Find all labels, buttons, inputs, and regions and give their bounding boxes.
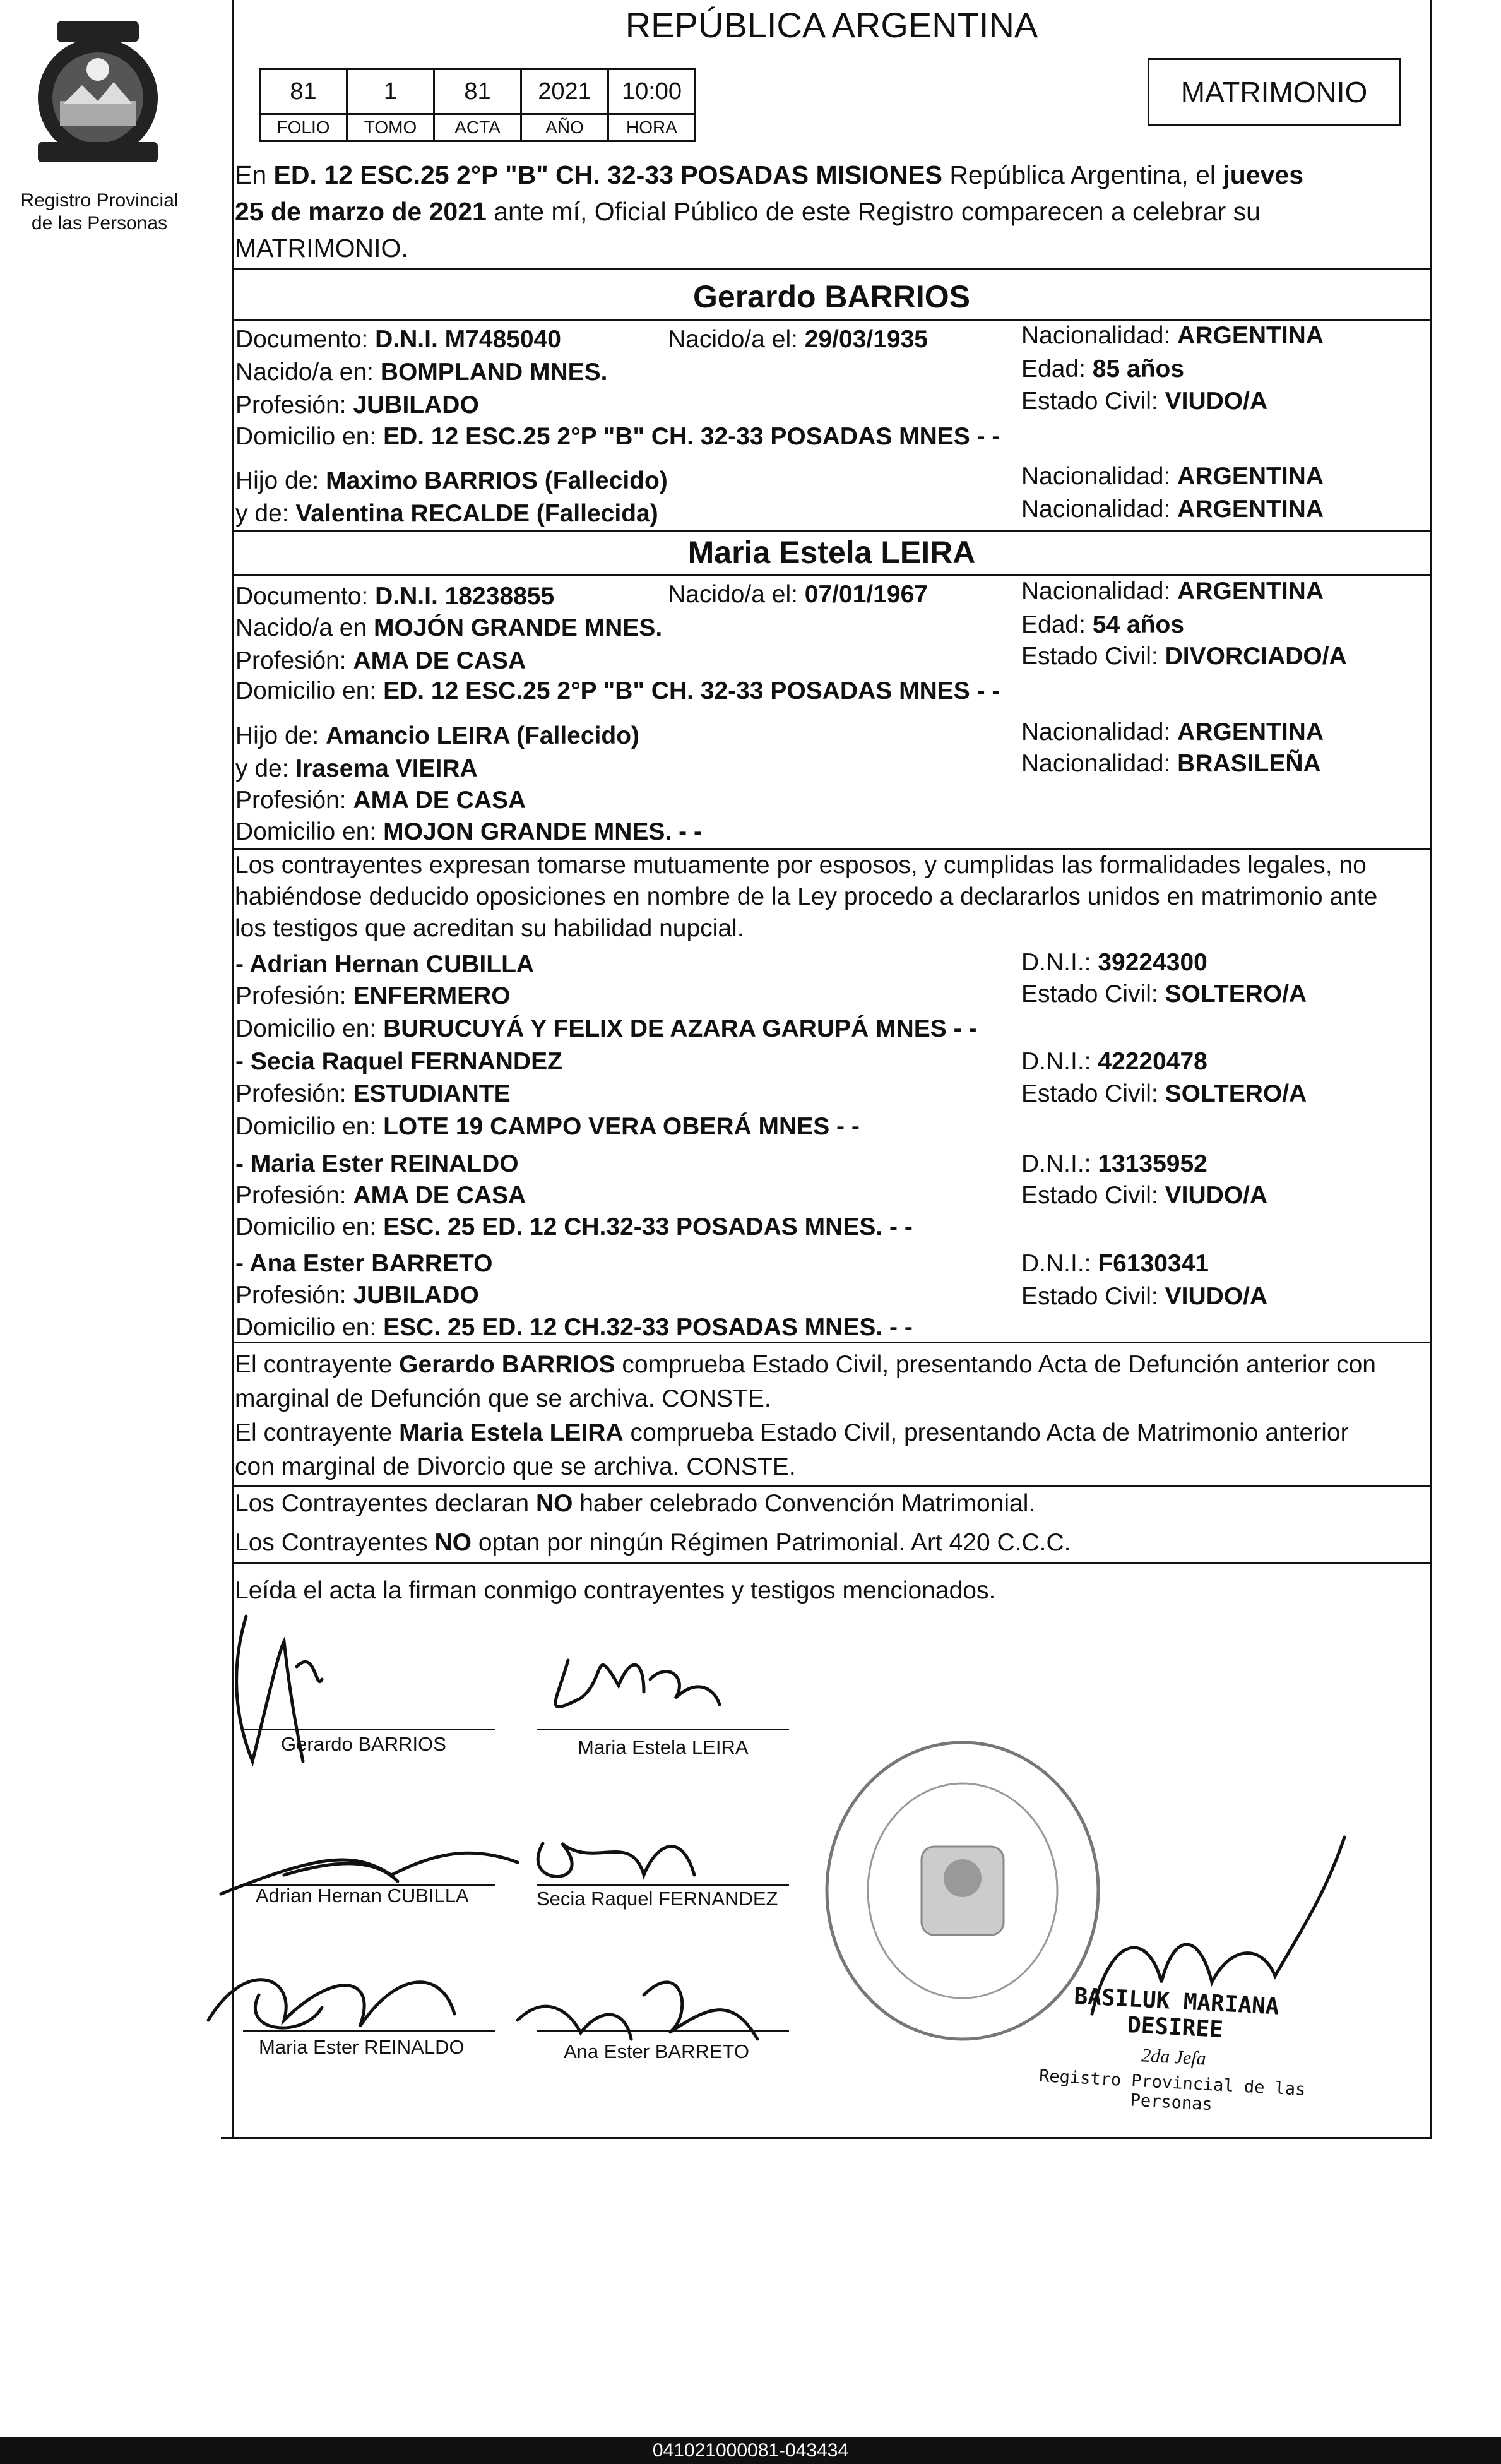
groom-birthdate	[668, 327, 928, 352]
bride-profession	[235, 648, 526, 673]
acta-value: 81	[434, 69, 521, 114]
value: MOJON GRANDE MNES. - -	[383, 818, 702, 845]
witness-3-name: - Maria Ester REINALDO	[235, 1150, 519, 1177]
label: Nacionalidad:	[1021, 750, 1178, 777]
label: Domicilio en:	[235, 423, 384, 450]
witness-4-profession	[235, 1283, 479, 1307]
doc-type-box: MATRIMONIO	[1148, 58, 1401, 126]
witness-1-civil	[1021, 982, 1307, 1006]
footer-code-bar: 041021000081-043434	[0, 2437, 1501, 2464]
value: ARGENTINA	[1177, 322, 1324, 349]
groom-profession	[235, 393, 479, 417]
label: Profesión:	[235, 647, 353, 674]
label: Estado Civil:	[1021, 1182, 1165, 1209]
value: 54 años	[1092, 611, 1185, 638]
official-org: Registro Provincial de las Personas	[1038, 2066, 1307, 2115]
tomo-label: TOMO	[347, 114, 434, 141]
frame-right-border	[1430, 0, 1432, 2137]
value: VIUDO/A	[1165, 1283, 1268, 1310]
bride-birthplace	[235, 616, 662, 640]
signature-label-witness-1: Adrian Hernan CUBILLA	[256, 1884, 469, 1907]
label: Domicilio en:	[235, 677, 384, 705]
label: D.N.I.:	[1021, 1048, 1098, 1075]
official-stamp	[1023, 1981, 1326, 2120]
logo-caption-line1: Registro Provincial	[20, 190, 179, 211]
note-text: haber celebrado Convención Matrimonial.	[573, 1490, 1036, 1517]
value: ESTUDIANTE	[353, 1080, 511, 1107]
bride-name-heading: Maria Estela LEIRA	[687, 535, 976, 570]
groom-mother	[235, 501, 658, 526]
province-logo	[25, 16, 170, 174]
value: LOTE 19 CAMPO VERA OBERÁ MNES - -	[383, 1113, 860, 1140]
value: 07/01/1967	[804, 581, 928, 608]
note-text: con marginal de Divorcio que se archiva. CONSTE.	[235, 1453, 796, 1480]
regime-note	[235, 1530, 1071, 1555]
value: JUBILADO	[353, 1282, 479, 1309]
value: Irasema VIEIRA	[295, 755, 478, 782]
value: BURUCUYÁ Y FELIX DE AZARA GARUPÁ MNES - -	[383, 1015, 977, 1042]
declaration-line: habiéndose deducido oposiciones en nombre de la Ley procedo a declararlos unidos en matrimonio ante	[235, 883, 1378, 910]
bride-mother-domicile	[235, 819, 702, 844]
groom-document	[235, 327, 561, 352]
witness-4-domicile	[235, 1315, 913, 1340]
label: Estado Civil:	[1021, 643, 1165, 670]
signature-line	[537, 1729, 789, 1730]
groom-name-heading: Gerardo BARRIOS	[693, 279, 970, 314]
label: D.N.I.:	[1021, 949, 1098, 976]
label: Nacido/a en	[235, 614, 374, 641]
label: Profesión:	[235, 1182, 353, 1209]
closing-statement: Leída el acta la firman conmigo contrayentes y testigos mencionados.	[235, 1577, 996, 1604]
divider	[234, 574, 1430, 576]
label: Estado Civil:	[1021, 980, 1165, 1008]
witness-1-dni	[1021, 950, 1207, 975]
label: Domicilio en:	[235, 1213, 384, 1241]
witness-4-name: - Ana Ester BARRETO	[235, 1250, 493, 1277]
witness-3-civil	[1021, 1183, 1267, 1208]
value: AMA DE CASA	[353, 647, 526, 674]
value: DIVORCIADO/A	[1165, 643, 1347, 670]
groom-civil-status	[1021, 389, 1267, 414]
value: ENFERMERO	[353, 982, 511, 1009]
label: Hijo de:	[235, 722, 326, 749]
logo-caption-line2: de las Personas	[31, 213, 168, 234]
value: ARGENTINA	[1177, 718, 1324, 746]
label: Profesión:	[235, 982, 353, 1009]
value: VIUDO/A	[1165, 1182, 1268, 1209]
declaration-line: los testigos que acreditan su habilidad nupcial.	[235, 915, 744, 942]
anio-label: AÑO	[521, 114, 608, 141]
divider	[234, 1562, 1430, 1564]
value: D.N.I. M7485040	[375, 326, 561, 353]
label: Domicilio en:	[235, 818, 384, 845]
note-text: El contrayente	[235, 1351, 400, 1378]
note-text: optan por ningún Régimen Patrimonial. Art 420 C.C.C.	[472, 1529, 1071, 1556]
label: Nacionalidad:	[1021, 718, 1178, 746]
divider	[234, 1485, 1430, 1487]
signature-label-groom: Gerardo BARRIOS	[281, 1733, 446, 1755]
value: 42220478	[1098, 1048, 1207, 1075]
groom-age	[1021, 357, 1184, 381]
label: D.N.I.:	[1021, 1250, 1098, 1277]
misiones-emblem-icon	[25, 16, 170, 174]
hora-value: 10:00	[608, 69, 696, 114]
label: Profesión:	[235, 1080, 353, 1107]
label: D.N.I.:	[1021, 1150, 1098, 1177]
label: Estado Civil:	[1021, 388, 1165, 415]
value: ARGENTINA	[1177, 496, 1324, 523]
value: ESC. 25 ED. 12 CH.32-33 POSADAS MNES. - -	[383, 1314, 913, 1341]
note-name: Gerardo BARRIOS	[399, 1351, 615, 1378]
signature-line	[243, 2030, 495, 2032]
witness-3-domicile	[235, 1215, 913, 1239]
convention-note	[235, 1491, 1035, 1516]
value: Valentina RECALDE (Fallecida)	[295, 500, 658, 527]
value: ED. 12 ESC.25 2°P "B" CH. 32-33 POSADAS MNES - -	[383, 677, 1000, 705]
witness-4-civil	[1021, 1284, 1267, 1309]
acta-label: ACTA	[434, 114, 521, 141]
groom-father-nationality	[1021, 464, 1324, 489]
value: AMA DE CASA	[353, 787, 526, 814]
witness-2-civil	[1021, 1081, 1307, 1106]
label: Nacionalidad:	[1021, 496, 1178, 523]
divider	[234, 1342, 1430, 1343]
label: Profesión:	[235, 787, 353, 814]
label: Estado Civil:	[1021, 1080, 1165, 1107]
label: y de:	[235, 755, 296, 782]
value: ED. 12 ESC.25 2°P "B" CH. 32-33 POSADAS MNES - -	[383, 423, 1000, 450]
hora-label: HORA	[608, 114, 696, 141]
label: Nacido/a en:	[235, 359, 381, 386]
intro-date: 25 de marzo de 2021	[235, 197, 487, 226]
witness-2-profession	[235, 1081, 511, 1106]
value: Maximo BARRIOS (Fallecido)	[326, 467, 668, 494]
note-text: Los Contrayentes	[235, 1529, 435, 1556]
intro-paragraph	[235, 157, 1431, 266]
intro-text: ante mí, Oficial Público de este Registro comparecen a celebrar su	[486, 197, 1261, 226]
signature-label-witness-4: Ana Ester BARRETO	[564, 2040, 750, 2062]
label: y de:	[235, 500, 296, 527]
divider	[234, 268, 1430, 270]
label: Domicilio en:	[235, 1015, 384, 1042]
value: 13135952	[1098, 1150, 1207, 1177]
bride-mother	[235, 756, 478, 781]
note-text: El contrayente	[235, 1419, 400, 1446]
groom-nationality	[1021, 323, 1324, 348]
value: Amancio LEIRA (Fallecido)	[326, 722, 640, 749]
label: Profesión:	[235, 1282, 353, 1309]
folio-label: FOLIO	[260, 114, 347, 141]
witness-3-profession	[235, 1183, 526, 1208]
witness-2-name: - Secia Raquel FERNANDEZ	[235, 1048, 562, 1075]
label: Nacido/a el:	[668, 326, 805, 353]
witness-2-dni	[1021, 1049, 1207, 1074]
intro-text: En	[235, 160, 274, 189]
divider	[234, 319, 1430, 321]
folio-table	[259, 68, 696, 142]
label: Estado Civil:	[1021, 1283, 1165, 1310]
value: AMA DE CASA	[353, 1182, 526, 1209]
groom-mother-nationality	[1021, 497, 1324, 521]
note-no: NO	[434, 1529, 472, 1556]
value: BRASILEÑA	[1177, 750, 1321, 777]
bride-document	[235, 584, 554, 609]
bride-father	[235, 723, 639, 748]
signature-line	[243, 1729, 495, 1730]
intro-text: República Argentina, el	[942, 160, 1223, 189]
value: VIUDO/A	[1165, 388, 1268, 415]
logo-caption	[6, 189, 193, 235]
label: Documento:	[235, 583, 376, 610]
signature-line	[537, 2030, 789, 2032]
witness-1-name: - Adrian Hernan CUBILLA	[235, 951, 535, 978]
value: ESC. 25 ED. 12 CH.32-33 POSADAS MNES. - -	[383, 1213, 913, 1241]
declaration-line: Los contrayentes expresan tomarse mutuamente por esposos, y cumplidas las formalidades legales, no	[235, 852, 1367, 879]
value: BOMPLAND MNES.	[380, 359, 608, 386]
value: 29/03/1935	[804, 326, 928, 353]
value: MOJÓN GRANDE MNES.	[373, 614, 663, 641]
label: Documento:	[235, 326, 376, 353]
value: F6130341	[1098, 1250, 1209, 1277]
witness-4-dni	[1021, 1251, 1209, 1276]
bride-domicile	[235, 679, 1000, 703]
label: Edad:	[1021, 355, 1093, 383]
signature-label-witness-3: Maria Ester REINALDO	[259, 2036, 465, 2058]
civil-status-note-bride	[235, 1416, 1431, 1484]
folio-value: 81	[260, 69, 347, 114]
note-text: comprueba Estado Civil, presentando Acta de Matrimonio anterior	[623, 1419, 1349, 1446]
document-title: REPÚBLICA ARGENTINA	[625, 5, 1038, 45]
value: 85 años	[1092, 355, 1185, 383]
witness-1-domicile	[235, 1016, 976, 1041]
witness-2-domicile	[235, 1114, 860, 1139]
bride-mother-nationality	[1021, 751, 1321, 776]
value: ARGENTINA	[1177, 578, 1324, 605]
label: Edad:	[1021, 611, 1093, 638]
groom-birthplace	[235, 360, 607, 384]
bride-age	[1021, 612, 1184, 637]
value: 39224300	[1098, 949, 1207, 976]
civil-status-note-groom	[235, 1348, 1431, 1416]
bride-birthdate	[668, 582, 928, 607]
anio-value: 2021	[521, 69, 608, 114]
intro-weekday: jueves	[1223, 160, 1304, 189]
tomo-value: 1	[347, 69, 434, 114]
note-name: Maria Estela LEIRA	[399, 1419, 624, 1446]
note-text: marginal de Defunción que se archiva. CONSTE.	[235, 1385, 771, 1412]
signature-label-witness-2: Secia Raquel FERNANDEZ	[537, 1888, 778, 1910]
label: Hijo de:	[235, 467, 326, 494]
bride-father-nationality	[1021, 720, 1324, 744]
intro-text: MATRIMONIO.	[235, 234, 408, 263]
bride-civil-status	[1021, 644, 1347, 669]
frame-bottom-border	[221, 2137, 1432, 2139]
signature-line	[537, 1884, 789, 1886]
note-text: comprueba Estado Civil, presentando Acta de Defunción anterior con	[615, 1351, 1376, 1378]
value: D.N.I. 18238855	[375, 583, 555, 610]
witness-3-dni	[1021, 1152, 1207, 1176]
groom-father	[235, 468, 668, 493]
witness-1-profession	[235, 984, 511, 1008]
label: Nacionalidad:	[1021, 463, 1178, 490]
label: Domicilio en:	[235, 1314, 384, 1341]
intro-place: ED. 12 ESC.25 2°P "B" CH. 32-33 POSADAS MISIONES	[273, 160, 942, 189]
note-text: Los Contrayentes declaran	[235, 1490, 536, 1517]
official-role: 2da Jefa	[1141, 2045, 1207, 2069]
note-no: NO	[535, 1490, 573, 1517]
label: Nacionalidad:	[1021, 578, 1178, 605]
value: SOLTERO/A	[1165, 980, 1307, 1008]
official-name: BASILUK MARIANA DESIREE	[1073, 1983, 1280, 2043]
label: Domicilio en:	[235, 1113, 384, 1140]
declaration-paragraph	[235, 850, 1431, 944]
bride-nationality	[1021, 579, 1324, 604]
divider	[234, 530, 1430, 532]
value: JUBILADO	[353, 391, 479, 419]
value: SOLTERO/A	[1165, 1080, 1307, 1107]
bride-mother-profession	[235, 788, 526, 812]
label: Nacido/a el:	[668, 581, 805, 608]
signature-label-bride: Maria Estela LEIRA	[578, 1736, 749, 1758]
label: Profesión:	[235, 391, 353, 419]
label: Nacionalidad:	[1021, 322, 1178, 349]
groom-domicile	[235, 424, 1000, 449]
value: ARGENTINA	[1177, 463, 1324, 490]
